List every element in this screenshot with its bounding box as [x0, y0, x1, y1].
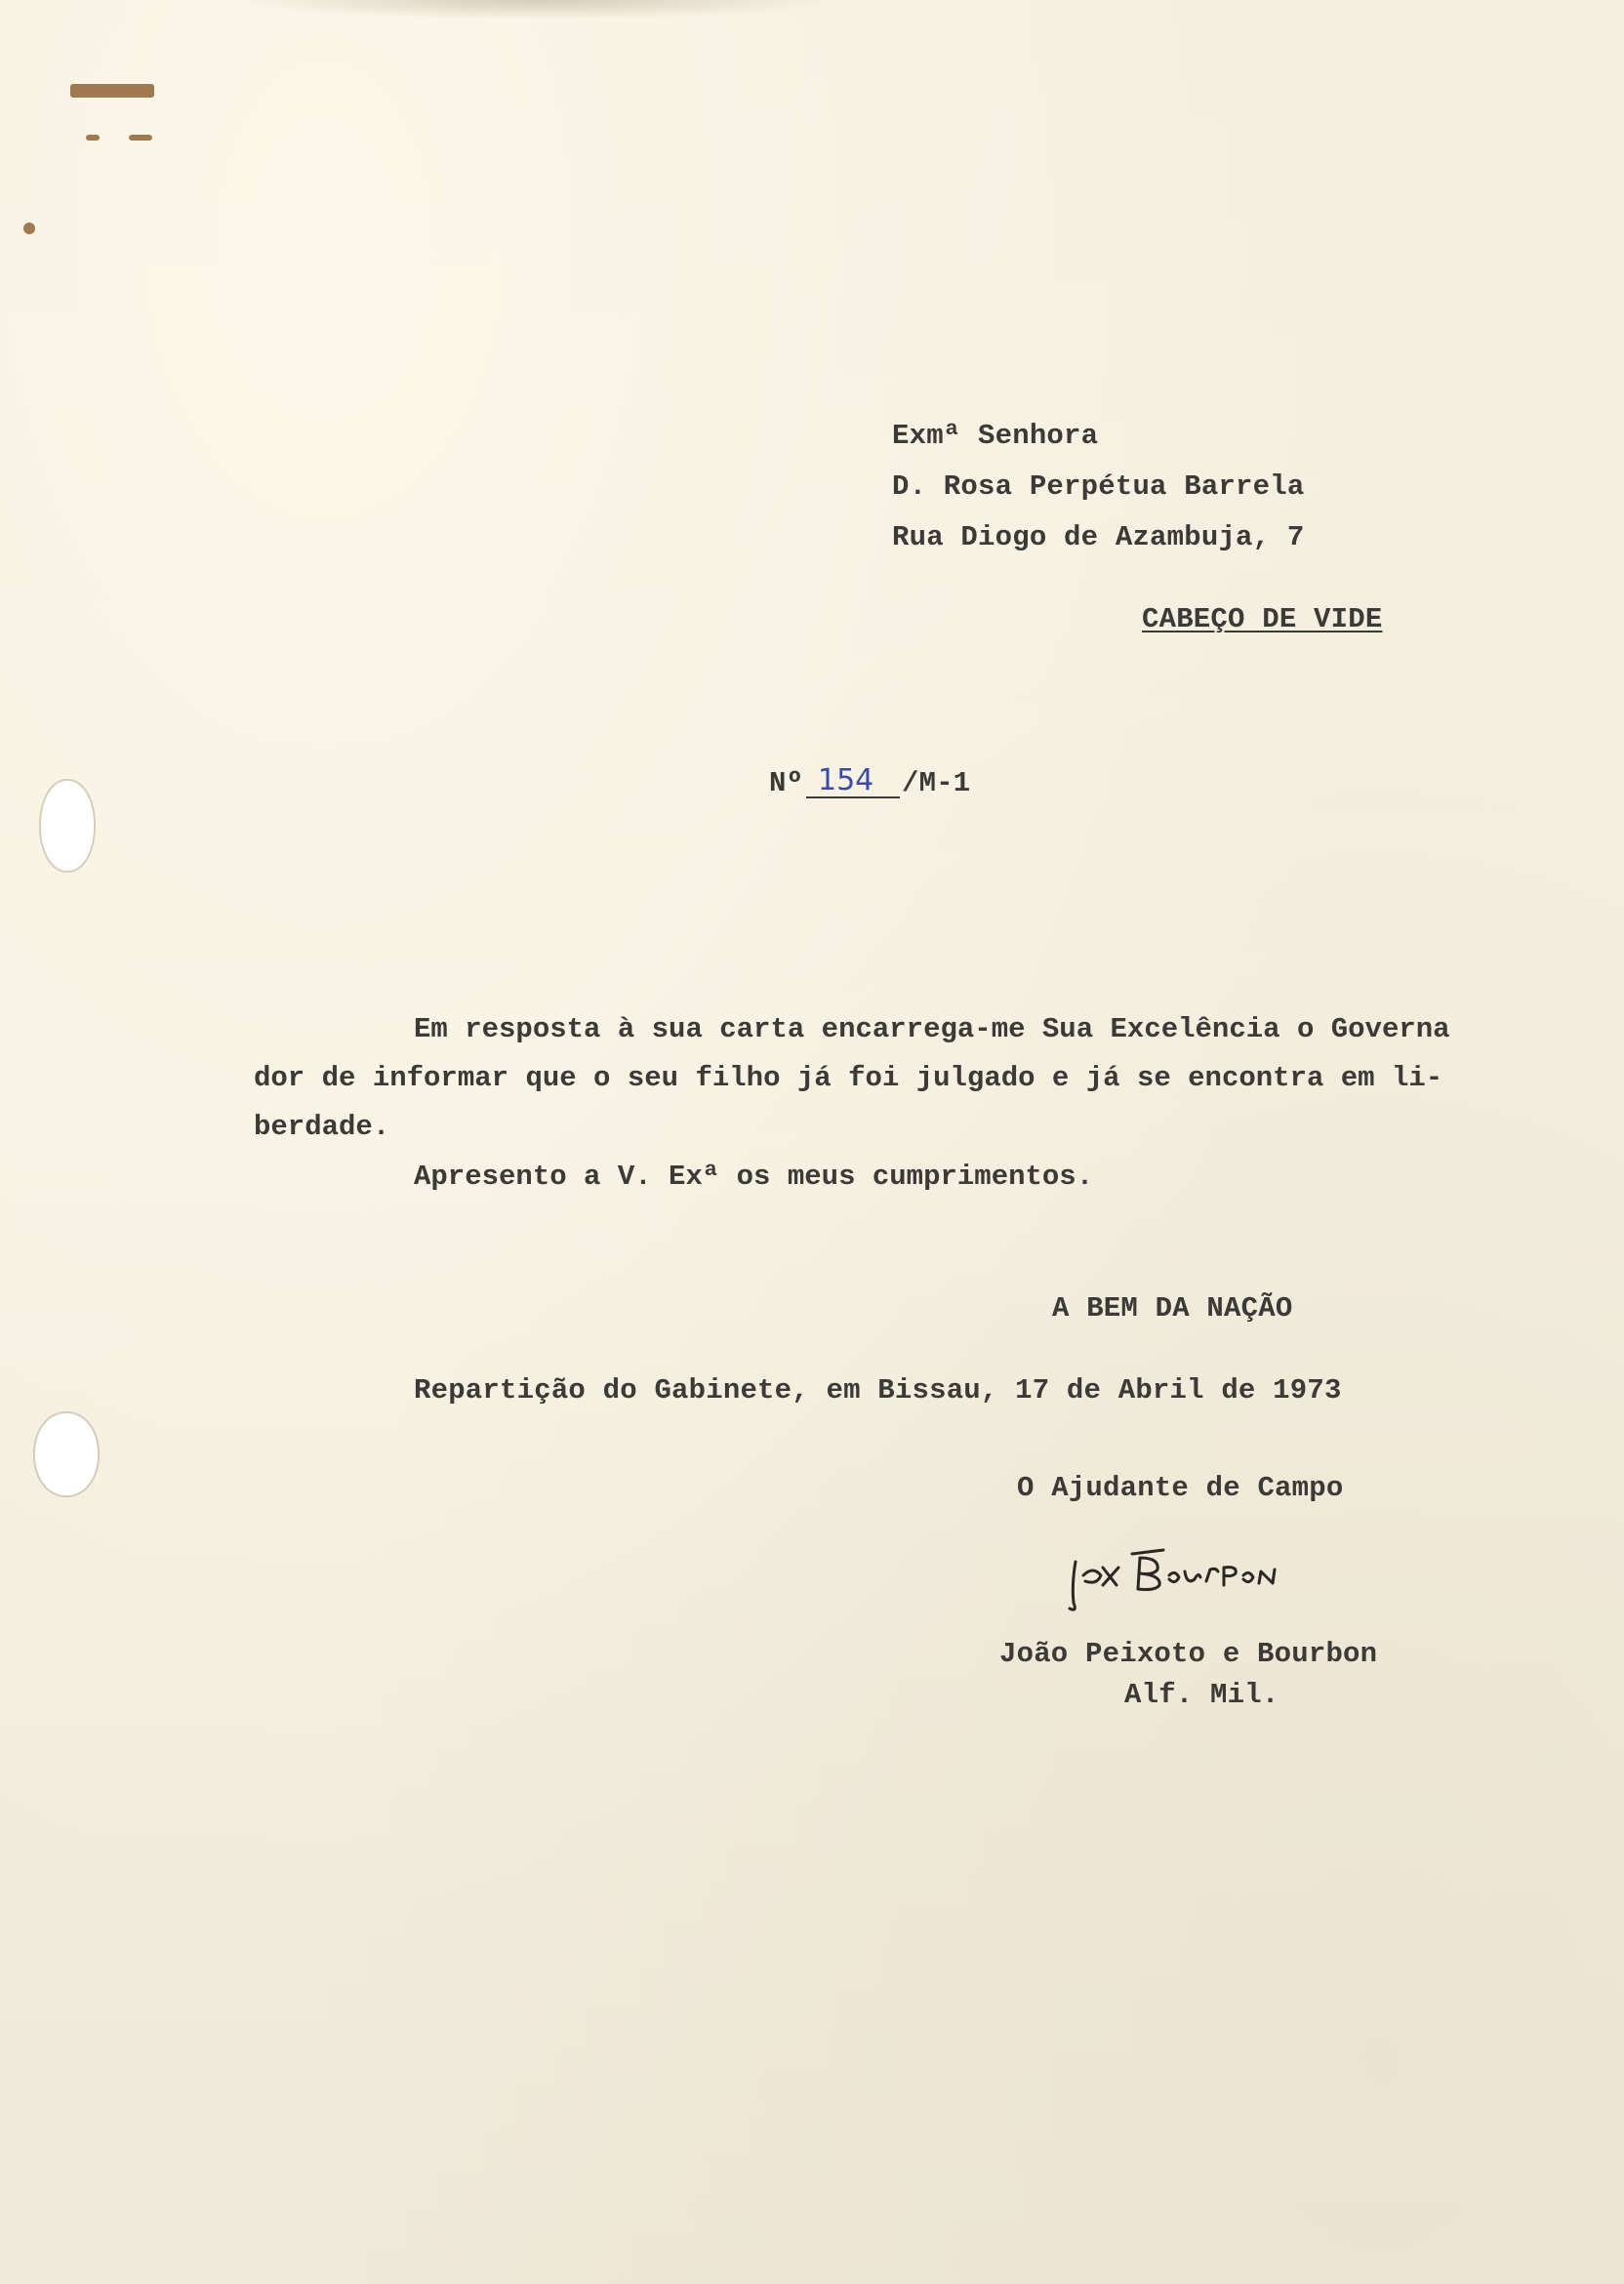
rust-speck: [86, 135, 100, 141]
staple-rust-mark: [70, 84, 154, 98]
handwritten-signature: [1064, 1542, 1318, 1620]
place-and-date: Repartição do Gabinete, em Bissau, 17 de Abril de 1973: [414, 1374, 1342, 1407]
closing-motto: A BEM DA NAÇÃO: [1052, 1292, 1293, 1325]
body-line-2: dor de informar que o seu filho já foi julgado e já se encontra em li-: [254, 1062, 1443, 1094]
body-line-4: Apresento a V. Exª os meus cumprimentos.: [414, 1161, 1094, 1193]
signatory-rank: Alf. Mil.: [1124, 1679, 1279, 1711]
reference-number: 154: [818, 763, 874, 797]
addressee-name: D. Rosa Perpétua Barrela: [892, 470, 1305, 503]
punch-hole: [41, 781, 94, 871]
addressee-street: Rua Diogo de Azambuja, 7: [892, 521, 1305, 553]
paper-stain: [234, 0, 839, 20]
rust-speck: [23, 223, 35, 234]
punch-hole: [35, 1413, 98, 1495]
reference-suffix: /M-1: [902, 767, 971, 799]
body-line-3: berdade.: [254, 1111, 390, 1143]
addressee-town: CABEÇO DE VIDE: [1142, 603, 1383, 635]
signatory-name: João Peixoto e Bourbon: [999, 1638, 1378, 1670]
signatory-role: O Ajudante de Campo: [1017, 1472, 1344, 1504]
rust-speck: [129, 135, 152, 141]
body-line-1: Em resposta à sua carta encarrega-me Sua Excelência o Governa: [414, 1013, 1450, 1045]
reference-prefix: Nº: [769, 767, 804, 799]
salutation: Exmª Senhora: [892, 420, 1099, 452]
